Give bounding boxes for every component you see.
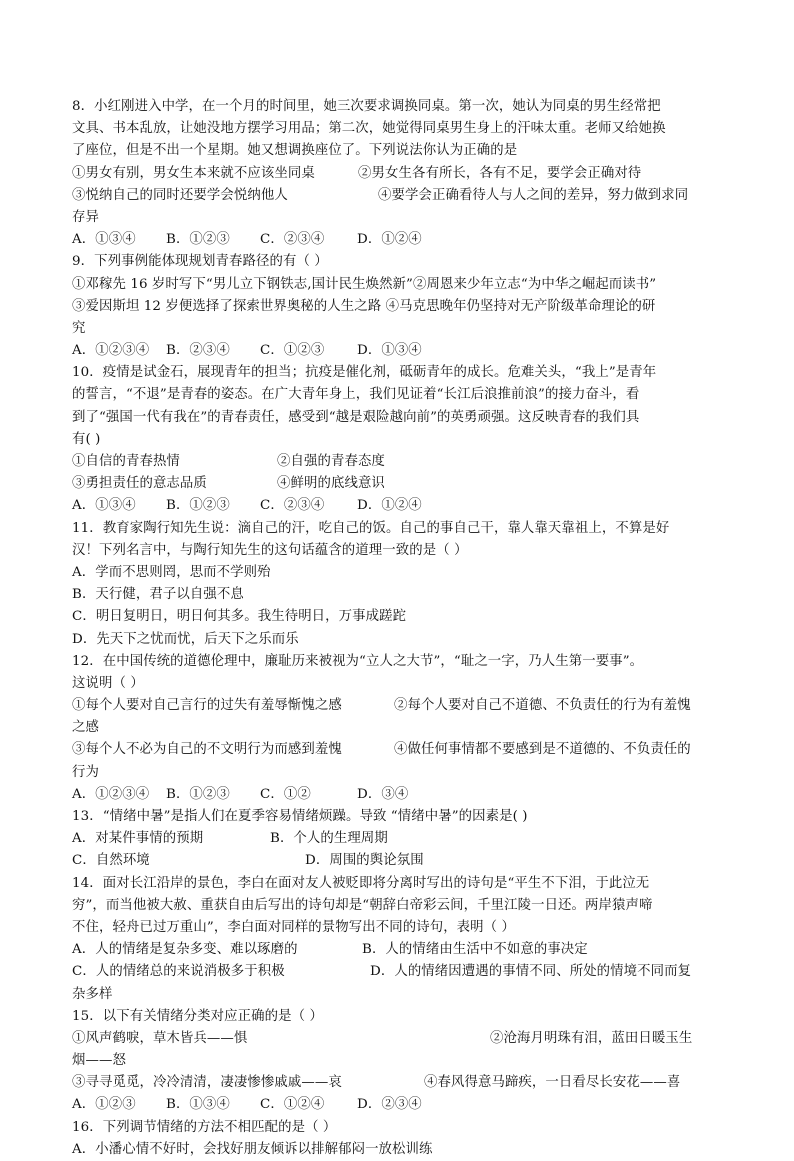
question-10-options-row-1 <box>72 451 722 473</box>
question-10-choice-d: D．①②④ <box>357 498 422 514</box>
question-15-choice-d: D．②③④ <box>357 1097 422 1113</box>
exam-page <box>72 96 722 1161</box>
question-8-option-2: ②男女生各有所长，各有不足，要学会正确对待 <box>358 165 642 181</box>
question-13-choices-row-1 <box>72 828 722 850</box>
question-10-option-2: ②自强的青春态度 <box>277 454 385 469</box>
question-14-stem-line-3: 不住，轻舟已过万重山”，李白面对同样的景物写出不同的诗句，表明（ ） <box>72 919 515 935</box>
question-8-options-row-2 <box>72 185 722 207</box>
question-10-options-row-2 <box>72 473 722 495</box>
question-11-choice-a: A．学而不思则罔，思而不学则殆 <box>72 564 271 580</box>
question-11-stem-line-2: 汉！下列名言中，与陶行知先生的这句话蕴含的道理一致的是（ ） <box>72 542 468 558</box>
question-14-stem-line-1: 14．面对长江沿岸的景色，李白在面对友人被贬即将分离时写出的诗句是“平生不下泪，于此泣无 <box>72 875 650 891</box>
question-11-choice-b: B．天行健，君子以自强不息 <box>72 587 244 603</box>
question-14-choices-row-1 <box>72 939 722 961</box>
question-8-choice-c: C．②③④ <box>260 232 325 248</box>
question-10-stem-line-3: 到了“强国一代有我在”的青春责任，感受到“越是艰险越向前”的英勇顽强。这反映青春的我们具 <box>72 409 640 425</box>
question-12-option-1: ①每个人要对自己言行的过失有羞辱惭愧之感 <box>72 698 342 714</box>
question-8-option-4: ④要学会正确看待人与人之间的差异，努力做到求同 <box>378 187 689 203</box>
question-13-stem: 13．“情绪中暑”是指人们在夏季容易情绪烦躁。导致 “情绪中暑”的因素是( ) <box>72 809 528 824</box>
question-11 <box>72 518 722 651</box>
question-15-choice-a: A．①②③ <box>72 1097 136 1113</box>
question-12-option-4: ④做任何事情都不要感到是不道德的、不负责任的 <box>394 742 691 758</box>
question-13-choice-d: D．周围的舆论氛围 <box>305 853 424 869</box>
question-9-options-line-1: ①邓稼先 16 岁时写下“男儿立下钢铁志,国计民生焕然新”②周恩来少年立志“为中华之崛起而读书” <box>72 276 657 292</box>
question-10-option-1: ①自信的青春热情 <box>72 454 180 469</box>
question-13-choices-row-2 <box>72 850 722 872</box>
question-15-option-3: ③寻寻觅觅，冷冷清清，凄凄惨惨戚戚——哀 <box>72 1075 342 1091</box>
question-14-choice-b: B．人的情绪由生活中不如意的事决定 <box>362 942 588 958</box>
question-9-choice-b: B．②③④ <box>166 343 230 359</box>
question-14-choices-row-2 <box>72 961 722 983</box>
question-13-choice-a: A．对某件事情的预期 <box>72 831 204 847</box>
question-12-choice-d: D．③④ <box>357 786 409 802</box>
question-14 <box>72 873 722 1006</box>
question-12-choices <box>72 784 722 806</box>
question-14-choice-d-cont: 杂多样 <box>72 986 113 1002</box>
question-11-stem-line-1: 11．教育家陶行知先生说：滴自己的汗，吃自己的饭。自己的事自己干，靠人靠天靠祖上，不算是好 <box>72 520 670 536</box>
question-8-option-1: ①男女有别，男女生本来就不应该坐同桌 <box>72 165 315 181</box>
question-15-option-2-cont: 烟——怒 <box>72 1053 126 1069</box>
question-12-choice-c: C．①② <box>260 786 311 802</box>
question-12-option-2: ②每个人要对自己不道德、不负责任的行为有羞愧 <box>394 698 691 714</box>
question-10-choices <box>72 495 722 517</box>
question-9-stem: 9．下列事例能体现规划青春路径的有（ ） <box>72 254 328 270</box>
question-12-stem-line-1: 12．在中国传统的道德伦理中，廉耻历来被视为“立人之大节”，“耻之一字，乃人生第一要事”。 <box>72 653 644 669</box>
question-8-stem-line-3: 了座位，但是不出一个星期。她又想调换座位了。下列说法你认为正确的是 <box>72 143 518 159</box>
question-11-choice-d: D．先天下之忧而忧，后天下之乐而乐 <box>72 631 299 647</box>
question-13 <box>72 806 722 873</box>
question-15-option-2: ②沧海月明珠有泪，蓝田日暖玉生 <box>490 1030 693 1046</box>
question-12-stem-line-2: 这说明（ ） <box>72 675 144 691</box>
question-12-option-4-cont: 行为 <box>72 764 99 780</box>
question-15-choice-c: C．①②④ <box>260 1097 325 1113</box>
question-15-options-row-1 <box>72 1028 722 1050</box>
question-10-choice-c: C．②③④ <box>260 498 325 514</box>
question-15-options-row-2 <box>72 1072 722 1094</box>
question-8 <box>72 96 722 251</box>
question-9-choice-a: A．①②③④ <box>72 343 150 359</box>
question-12-options-row-1 <box>72 695 722 717</box>
question-12-choice-b: B．①②③ <box>166 786 230 802</box>
question-8-options-row-1 <box>72 163 722 185</box>
question-12-option-3: ③每个人不必为自己的不文明行为而感到羞愧 <box>72 742 342 758</box>
question-12-options-row-2 <box>72 739 722 761</box>
question-15-choices <box>72 1094 722 1116</box>
question-9-options-line-3: 究 <box>72 320 86 336</box>
question-10-option-4: ④鲜明的底线意识 <box>277 476 385 492</box>
question-13-choice-b: B．个人的生理周期 <box>270 831 388 847</box>
question-8-stem-line-1: 8．小红刚进入中学，在一个月的时间里，她三次要求调换同桌。第一次，她认为同桌的男生经常把 <box>72 99 661 114</box>
question-8-choice-d: D．①②④ <box>357 232 422 248</box>
question-9-choices <box>72 340 722 362</box>
question-12-choice-a: A．①②③④ <box>72 786 150 802</box>
question-14-choice-c: C．人的情绪总的来说消极多于积极 <box>72 964 285 980</box>
question-9 <box>72 251 722 362</box>
question-8-stem-line-2: 文具、书本乱放，让她没地方摆学习用品；第二次，她觉得同桌男生身上的汗味太重。老师又给她换 <box>72 121 666 137</box>
question-16-choice-a: A．小潘心情不好时，会找好朋友倾诉以排解郁闷一放松训练 <box>72 1141 433 1157</box>
question-14-stem-line-2: 穷”，而当他被大赦、重获自由后写出的诗句却是“朝辞白帝彩云间，千里江陵一日还。两岸猿声啼 <box>72 897 653 913</box>
question-15 <box>72 1006 722 1117</box>
question-16-stem: 16．下列调节情绪的方法不相匹配的是（ ） <box>72 1119 337 1135</box>
question-14-choice-d: D．人的情绪因遭遇的事情不同、所处的情境不同而复 <box>370 964 692 980</box>
question-16 <box>72 1117 722 1161</box>
question-15-stem: 15．以下有关情绪分类对应正确的是（ ） <box>72 1008 323 1024</box>
question-9-choice-d: D．①③④ <box>357 343 422 359</box>
question-8-choices <box>72 229 722 251</box>
question-8-option-3: ③悦纳自己的同时还要学会悦纳他人 <box>72 187 288 203</box>
question-10-option-3: ③勇担责任的意志品质 <box>72 476 207 492</box>
question-11-choice-c: C．明日复明日，明日何其多。我生待明日，万事成蹉跎 <box>72 609 407 625</box>
question-8-option-4-cont: 存异 <box>72 209 99 225</box>
question-10 <box>72 362 722 517</box>
question-13-choice-c: C．自然环境 <box>72 853 150 869</box>
question-10-choice-b: B．①②③ <box>166 498 230 514</box>
question-10-stem-line-1: 10．疫情是试金石，展现青年的担当；抗疫是催化剂，砥砺青年的成长。危难关头，“我上”是青年 <box>72 365 657 381</box>
question-10-stem-line-4: 有( ) <box>72 431 101 447</box>
question-15-option-4: ④春风得意马蹄疾，一日看尽长安花——喜 <box>424 1075 681 1091</box>
question-10-choice-a: A．①③④ <box>72 498 136 514</box>
question-8-choice-b: B．①②③ <box>166 232 230 248</box>
question-9-options-line-2: ③爱因斯坦 12 岁便选择了探索世界奥秘的人生之路 ④马克思晚年仍坚持对无产阶级革命理论的研 <box>72 298 656 314</box>
question-10-stem-line-2: 的誓言，“不退”是青春的姿态。在广大青年身上，我们见证着“长江后浪推前浪”的接力奋斗，看 <box>72 387 640 403</box>
question-8-choice-a: A．①③④ <box>72 232 136 248</box>
question-14-choice-a: A．人的情绪是复杂多变、难以琢磨的 <box>72 942 298 958</box>
question-9-choice-c: C．①②③ <box>260 343 325 359</box>
question-15-option-1: ①风声鹤唳，草木皆兵——惧 <box>72 1030 248 1046</box>
question-15-choice-b: B．①③④ <box>166 1097 230 1113</box>
question-12-option-2-cont: 之感 <box>72 720 99 736</box>
question-12 <box>72 651 722 806</box>
